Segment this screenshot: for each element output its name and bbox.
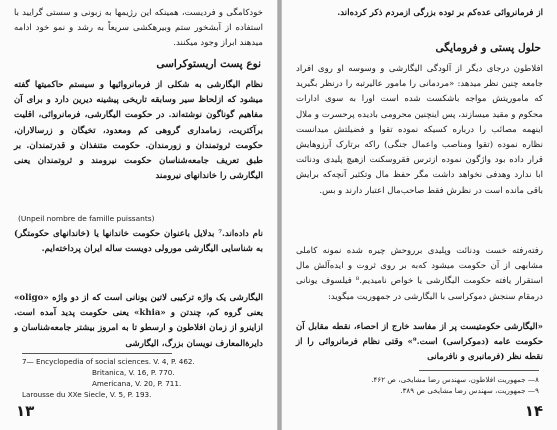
left-page	[0, 0, 278, 430]
left-footnotes	[22, 356, 257, 400]
left-section-heading	[156, 58, 261, 70]
left-parenthetical-french: (Unpeil nombre de famille puissants)	[18, 214, 155, 223]
footnote-line: Larousse du XXe Siecle, V. 5, P. 193.	[22, 390, 152, 399]
footnote-line: Americana, V. 20, P. 711.	[92, 379, 182, 388]
footnote-line: ۸— جمهوریت افلاطون، سهندس رضا مشایخی، ص ۴۶۲.	[371, 375, 539, 384]
right-intro-line: از فرمانروائی عده‌کم بر توده بزرگی ازمردم ذکر کرده‌اند.	[337, 8, 543, 18]
right-body-continued: رفته‌رفته خست ودنائت وپلیدی برروحش چیره شده نمونه کاملی مشابهی از آن حکومت میشود که‌به بر روی ثروت و ایده‌آلش مال استقرار یافته حکومت الیگارشی یا خواص نامیدیم.⁸ فیلسوف یونانی درمقام سنجش دموکراسی با الیگارشی در جمهوریت میگوید:	[296, 246, 543, 302]
left-body-continued: نام داده‌اند.⁷ بدلایل باعنوان حکومت خاندانها یا (خاندانهای حکومتگر) به شناسایی الیگارشی مورولی دویست ساله ایران پرداخته‌ایم.	[14, 229, 263, 255]
footnote-line: 7— Encyclopedia of social sciences. V. 4, P. 462.	[22, 357, 195, 366]
right-section-heading	[436, 42, 541, 54]
right-body-paragraph: افلاطون درجای دیگر از آلودگی الیگارشی و وسوسه او روی افراد جامعه چنین نظر میدهد: «مردمانی را مامور عالیرتبه را درنظر بگیرید که ماموریتش مواجه باشکست شده است اورا به سوی ادارات محکوم و مقید میسازند، پس اینچنین محرومی بادیده پرحسرت و ملال اینهمه مصائب را درباره کسیکه نموده تقوا و فضیلتش میدانست نظاره نموده (تقوا ومناصب واعمال جنگی) راکه برتارک آرزوهایش قرار داده بود واژگون نموده ازترس فقروسکنت ازهیچ پلیدی ودنائت ابا ندارد وهدفی نخواهد داشت مگر حفظ مال وتکثیر آنچه‌که برایش باقی مانده است در نظرش فقط صاحب‌مال اعتبار دارند و بس.	[296, 64, 543, 196]
right-page-number: ۱۴	[524, 402, 543, 420]
left-page-number: ۱۳	[16, 402, 35, 420]
footnote-line: ۹— جمهوریت، سهندس رضا مشایخی ص ۳۸۹.	[400, 386, 539, 395]
footnote-line: Britanica, V. 16, P. 770.	[92, 368, 175, 377]
left-body-paragraph: نظام الیگارشی به شکلی از فرمانروائیها و سیستم حاکمیتها گفته میشود که ازلحاظ سیر وسابقه تاریخی پیشینه دیرین دارد و برای آن مفاهیم گوناگون نوشته‌اند. در حکومت الیگارشی، فرمانروائی، اقلیت برآکتریت، زمامداری گروهی کم ومعدود، تخیگان و زرسالاران، حکومت ثروتمندان و زورمندان. حکومت متنفذان و قدرتمندان. بر طبق تعریف جامعه‌شناسان حکومت نیرومند و ثروتمندان یعنی الیگارشی را خاندانهای نیرومند	[14, 80, 263, 182]
left-intro-paragraph: خودکامگی و فردیست، همینکه این رژیمها به زبونی و سستی گرایید با استفاده از آبشخور ستم وبیرهکشی سریعاً به رشد و نمو خود ادامه میدهند ابراز وجود میکنند.	[14, 8, 263, 49]
left-etymology-paragraph: الیگارشی یک واژه ترکیبی لاتین یونانی است که از دو واژه «oligo» یعنی گروه کم، چندتن و «khia» یعنی حکومت پدید آمده است. ازاینرو از زمان افلاطون و ارسطو تا به امروز بیشتر جامعه‌شناسان و دایرة‌المعارف نویسان بزرگ، الیگارشی	[14, 293, 263, 349]
right-heading-text: حلول پستی و فرومایگی	[435, 42, 541, 54]
right-page	[281, 0, 557, 430]
left-heading-text: نوع پست اریستوکراسی	[156, 58, 261, 70]
right-footnote-rule	[419, 370, 539, 371]
left-footnote-rule	[22, 353, 172, 354]
right-quote-paragraph: «الیگارشی حکومتیست پر از مفاسد خارج از احصاء، نقطه مقابل آن حکومت عامه (دموکراسی) است.⁹» وقتی نظام فرمانروائی را از نقطه نظر (فرمانبری و نافرمانی	[296, 322, 544, 363]
right-footnotes	[300, 374, 539, 396]
